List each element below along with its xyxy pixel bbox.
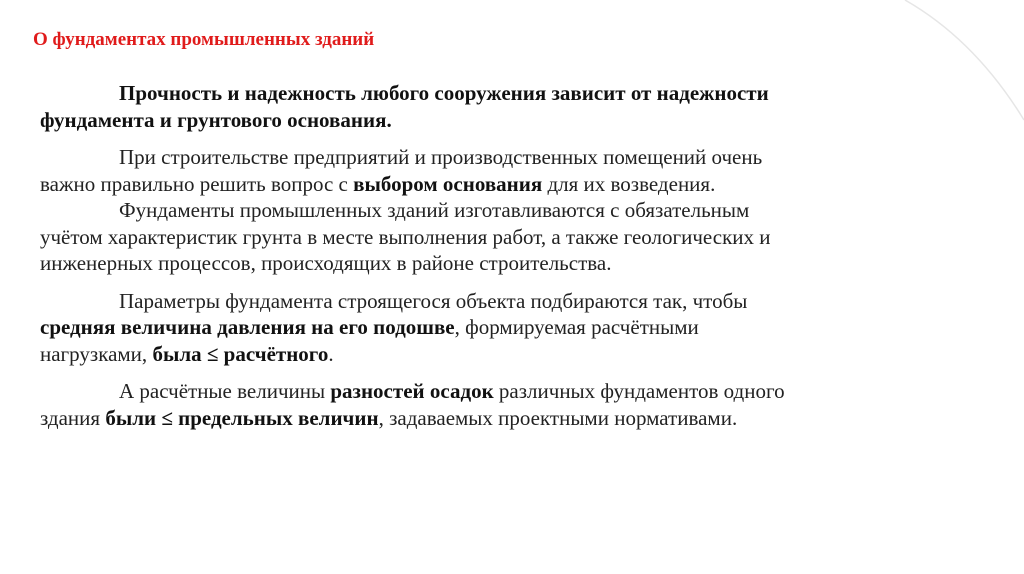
paragraph-foundations	[40, 197, 940, 277]
text-span: , формируемая расчётными	[454, 315, 699, 339]
emphasis-text: были ≤ предельных величин	[105, 405, 379, 430]
text-span: важно правильно решить вопрос с	[40, 171, 354, 196]
emphasis-text: разностей осадок	[330, 379, 494, 403]
paragraph-line: Прочность и надежность любого сооружения зависит от надежности	[119, 81, 769, 105]
paragraph-line: Параметры фундамента строящегося объекта подбираются так, чтобы	[119, 288, 748, 313]
paragraph-line: инженерных процессов, происходящих в районе строительства.	[40, 251, 612, 275]
paragraph-construction	[40, 144, 940, 197]
text-span: для их возведения.	[542, 171, 716, 196]
slide-body	[40, 80, 940, 431]
paragraph-line: фундамента и грунтового основания.	[40, 107, 392, 132]
paragraph-line: Фундаменты промышленных зданий изготавливаются с обязательным	[119, 198, 750, 222]
paragraph-line	[40, 171, 940, 198]
paragraph-line	[40, 341, 940, 368]
paragraph-line	[40, 314, 940, 341]
paragraph-settlement	[40, 378, 940, 431]
emphasis-text: средняя величина давления на его подошве	[40, 315, 455, 339]
text-span: здания	[40, 405, 106, 430]
text-span: А расчётные величины	[119, 379, 331, 403]
paragraph-line	[40, 405, 940, 432]
text-span: различных фундаментов одного	[493, 379, 785, 403]
paragraph-line	[40, 378, 940, 405]
text-span: нагрузками,	[40, 341, 153, 366]
paragraph-line: При строительстве предприятий и производственных помещений очень	[119, 145, 763, 169]
paragraph-parameters	[40, 288, 940, 368]
text-span: .	[328, 341, 334, 366]
slide-title: О фундаментах промышленных зданий	[33, 29, 375, 50]
emphasis-text: выбором основания	[353, 171, 543, 196]
paragraph-line: учётом характеристик грунта в месте выполнения работ, а также геологических и	[40, 224, 771, 249]
paragraph-strength	[40, 80, 940, 133]
emphasis-text: была ≤ расчётного	[152, 341, 329, 366]
text-span: , задаваемых проектными нормативами.	[378, 405, 738, 430]
